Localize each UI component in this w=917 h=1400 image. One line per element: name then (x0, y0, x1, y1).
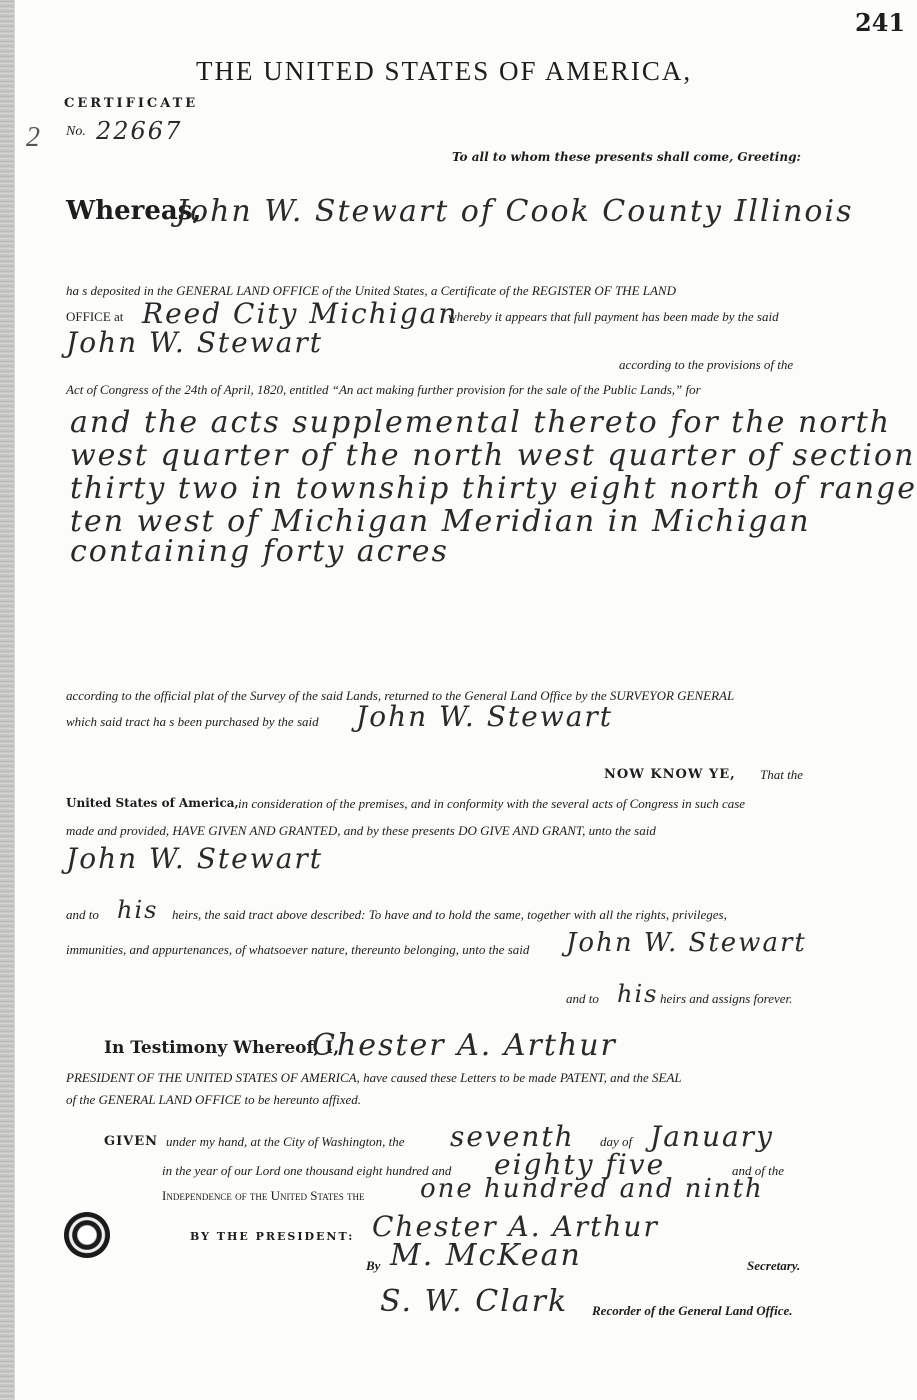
office-suffix: whereby it appears that full payment has been made by the said (448, 309, 779, 324)
recorder-signature: S. W. Clark (380, 1284, 569, 1319)
president-name: Chester A. Arthur (312, 1028, 617, 1063)
given-word: GIVEN (104, 1134, 159, 1149)
granted-line: made and provided, HAVE GIVEN AND GRANTED, and by these presents DO GIVE AND GRANT, unto the said (66, 823, 656, 838)
immunities-line: immunities, and appurtenances, of whatsoever nature, thereunto belonging, unto the said (66, 942, 530, 957)
margin-mark: 2 (26, 122, 40, 153)
by-the-president: BY THE PRESIDENT: (190, 1230, 355, 1243)
recorder-label: Recorder of the General Land Office. (592, 1303, 793, 1318)
whereas-word: Whereas, (66, 196, 202, 226)
assigns-pronoun: his (617, 980, 659, 1008)
given-line-2: in the year of our Lord one thousand eight hundred and (162, 1163, 452, 1178)
office-place: Reed City Michigan (142, 297, 459, 330)
heirs-pronoun: his (117, 896, 159, 924)
deposit-line: ha s deposited in the GENERAL LAND OFFICE of the United States, a Certificate of the REGISTER OF THE LAND (66, 283, 676, 298)
payer-name: John W. Stewart (66, 326, 324, 359)
given-year: eighty five (494, 1148, 666, 1181)
land-description-line-1: and the acts supplemental thereto for the north (70, 405, 892, 440)
given-line-3: Independence of the United States the (162, 1188, 365, 1203)
general-land-office-seal (64, 1212, 110, 1258)
given-day: seventh (450, 1120, 575, 1153)
land-description-line-3: thirty two in township thirty eight north of range (70, 471, 917, 506)
act-line: Act of Congress of the 24th of April, 1820, entitled “An act making further provision for the sale of the Public Lands,” for (66, 382, 701, 397)
certificate-label: CERTIFICATE (64, 96, 199, 111)
office-prefix: OFFICE at (66, 309, 124, 324)
land-description-line-4: ten west of Michigan Meridian in Michigan (70, 504, 811, 539)
president-signature: Chester A. Arthur (372, 1210, 659, 1243)
greeting: To all to whom these presents shall come, Greeting: (452, 150, 801, 164)
secretary-signature: M. McKean (390, 1238, 582, 1273)
heirs-prefix: and to (66, 907, 99, 922)
testimony-line-2: of the GENERAL LAND OFFICE to be hereunto affixed. (66, 1092, 361, 1107)
testimony-line-1: PRESIDENT OF THE UNITED STATES OF AMERICA, have caused these Letters to be made PATENT, and the SEAL (66, 1070, 682, 1085)
by-label: By (366, 1258, 381, 1273)
survey-line: according to the official plat of the Survey of the said Lands, returned to the General Land Office by the SURVEYOR GENERAL (66, 688, 735, 703)
page-number: 241 (855, 8, 906, 37)
now-know-ye: NOW KNOW YE, (604, 767, 736, 782)
certificate-number: 22667 (96, 117, 183, 145)
grantee-name: John W. Stewart (66, 842, 324, 875)
purchased-line: which said tract ha s been purchased by the said (66, 714, 319, 729)
whereas-name: John W. Stewart of Cook County Illinois (176, 194, 854, 229)
consideration-line: in consideration of the premises, and in conformity with the several acts of Congress in such case (238, 796, 746, 811)
land-description-line-2: west quarter of the north west quarter of section (70, 438, 916, 473)
assigns-suffix: heirs and assigns forever. (660, 991, 793, 1006)
certificate-number-prefix: No. (66, 124, 86, 139)
given-month: January (650, 1120, 774, 1153)
assigns-prefix: and to (566, 991, 599, 1006)
independence-year: one hundred and ninth (420, 1174, 764, 1204)
binding-edge (0, 0, 15, 1400)
immunities-name: John W. Stewart (566, 928, 807, 958)
purchaser-name: John W. Stewart (356, 700, 614, 733)
that-the: That the (760, 767, 803, 782)
given-line-1: under my hand, at the City of Washington, the (166, 1134, 405, 1149)
given-day-of: day of (600, 1134, 633, 1149)
secretary-label: Secretary. (747, 1258, 801, 1273)
given-and-of-the: and of the (732, 1163, 784, 1178)
heirs-line: heirs, the said tract above described: To have and to hold the same, together with all the rights, privileges, (172, 907, 727, 922)
provisions-line: according to the provisions of the (619, 357, 794, 372)
testimony-lead: In Testimony Whereof, I, (104, 1038, 340, 1058)
united-states-lead: United States of America, (66, 796, 239, 810)
document-title: THE UNITED STATES OF AMERICA, (196, 56, 693, 86)
land-description-line-5: containing forty acres (70, 534, 449, 569)
